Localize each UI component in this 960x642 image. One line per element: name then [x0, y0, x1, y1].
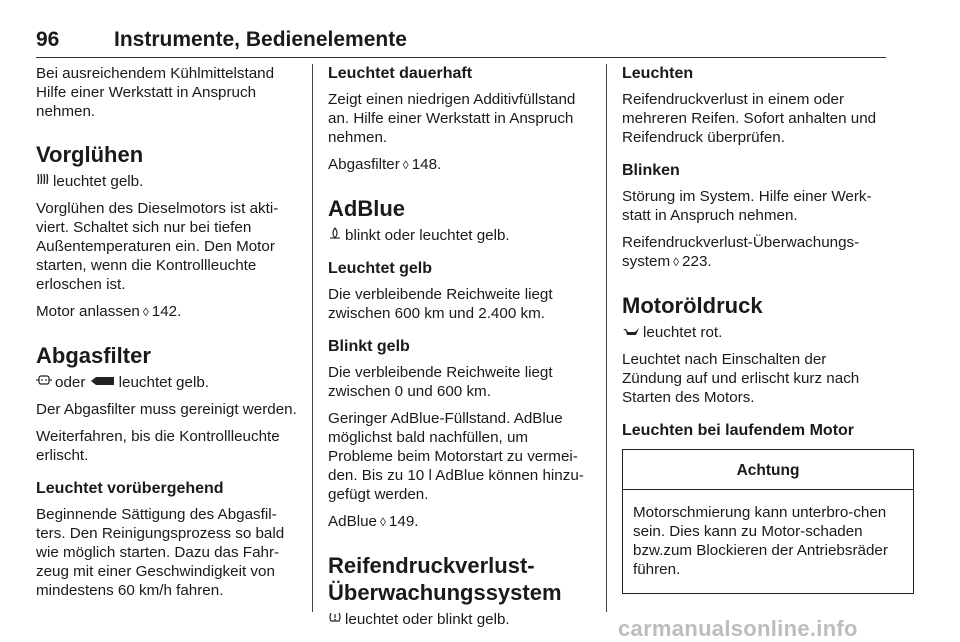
- reference-arrow-icon: ◊: [673, 255, 680, 269]
- ref-page: 223.: [682, 253, 712, 270]
- section-heading: AdBlue: [328, 196, 405, 221]
- cross-reference: [328, 155, 594, 175]
- caution-text: Motorschmierung kann unterbro-chen sein. Dies kann zu Motor-schaden bzw.zum Blockieren der Antriebsräder führen.: [633, 504, 888, 578]
- ref-page: 148.: [411, 156, 442, 173]
- page-number: 96: [36, 28, 60, 51]
- header-divider: [36, 57, 886, 58]
- section-heading: Vorglühen: [36, 142, 144, 167]
- column-divider: [312, 64, 313, 612]
- ref-page: 149.: [388, 513, 419, 530]
- sub-heading: Blinkt gelb: [328, 338, 410, 355]
- ref-text: Reifendruckverlust-Überwachungs-system: [622, 234, 860, 270]
- column-2: [328, 64, 594, 637]
- caution-box: [622, 449, 914, 594]
- icon-line: [328, 226, 594, 245]
- particle-filter-icon: [36, 373, 52, 392]
- reference-arrow-icon: ◊: [142, 305, 149, 319]
- body-text: Zeigt einen niedrigen Additivfüllstand an. Hilfe einer Werkstatt in Anspruch nehmen.: [328, 91, 576, 146]
- ref-page: 142.: [151, 303, 182, 320]
- body-text: Leuchtet nach Einschalten der Zündung auf und erlischt kurz nach Starten des Motors.: [622, 351, 860, 406]
- glow-plug-icon: [36, 172, 50, 191]
- tire-pressure-icon: [328, 610, 342, 629]
- body-text: Geringer AdBlue-Füllstand. AdBlue möglichst bald nachfüllen, um Probleme beim Motorstart zu vermei-den. Bis zu 10 l AdBlue können hinzu-gefügt werden.: [328, 410, 584, 503]
- icon-line: [36, 373, 298, 392]
- cross-reference: [622, 233, 890, 272]
- section-heading: Motoröldruck: [622, 293, 763, 318]
- ref-text: Abgasfilter: [328, 156, 400, 173]
- body-text: Vorglühen des Dieselmotors ist akti-viert. Schaltet sich nur bei tiefen Außentemperaturen ein. Den Motor starten, wenn die Kontrollleuchte erloschen ist.: [36, 200, 279, 293]
- body-text: Weiterfahren, bis die Kontrollleuchte erlischt.: [36, 428, 280, 464]
- cross-reference: [36, 302, 298, 322]
- icon-line-text: blinkt oder leuchtet gelb.: [345, 227, 510, 244]
- chapter-title: Instrumente, Bedienelemente: [114, 28, 407, 51]
- column-3: [622, 64, 890, 594]
- oil-can-icon: [622, 323, 640, 342]
- ref-text: AdBlue: [328, 513, 377, 530]
- page-header: [36, 28, 886, 58]
- sub-heading: Leuchtet gelb: [328, 260, 433, 277]
- ref-text: Motor anlassen: [36, 303, 140, 320]
- icon-line: [622, 323, 890, 342]
- reference-arrow-icon: ◊: [379, 515, 386, 529]
- body-text: Beginnende Sättigung des Abgasfil-ters. Den Reinigungsprozess so bald wie möglich starten. Dazu das Fahr-zeug mit einer Geschwindigkeit von mindestens 60 km/h fahren.: [36, 506, 285, 599]
- sub-heading: Leuchten bei laufendem Motor: [622, 422, 855, 439]
- sub-heading: Leuchtet vorübergehend: [36, 480, 224, 497]
- icon-line-text: leuchtet oder blinkt gelb.: [345, 611, 510, 628]
- body-text: Störung im System. Hilfe einer Werk-statt in Anspruch nehmen.: [622, 188, 872, 224]
- watermark: carmanualsonline.info: [618, 616, 858, 641]
- intro-text: Bei ausreichendem Kühlmittelstand Hilfe einer Werkstatt in Anspruch nehmen.: [36, 65, 275, 120]
- sub-heading: Leuchten: [622, 65, 694, 82]
- icon-line-text: leuchtet gelb.: [53, 173, 144, 190]
- body-text: Die verbleibende Reichweite liegt zwischen 600 km und 2.400 km.: [328, 286, 553, 322]
- caution-title: Achtung: [623, 450, 913, 490]
- body-text: Die verbleibende Reichweite liegt zwischen 0 und 600 km.: [328, 364, 553, 400]
- cross-reference: [328, 512, 594, 532]
- exhaust-icon: [90, 373, 116, 392]
- sub-heading: Leuchtet dauerhaft: [328, 65, 473, 82]
- section-heading: Reifendruckverlust-Überwachungssystem: [328, 553, 562, 605]
- icon-line-text: oder: [55, 374, 86, 391]
- body-text: Reifendruckverlust in einem oder mehreren Reifen. Sofort anhalten und Reifendruck überprüfen.: [622, 91, 877, 146]
- column-divider: [606, 64, 607, 612]
- body-text: Der Abgasfilter muss gereinigt werden.: [36, 401, 297, 418]
- icon-line-text: leuchtet rot.: [643, 324, 723, 341]
- column-1: [36, 64, 298, 608]
- reference-arrow-icon: ◊: [402, 158, 409, 172]
- adblue-icon: [328, 226, 342, 245]
- icon-line: [36, 172, 298, 191]
- icon-line-text: leuchtet gelb.: [118, 374, 209, 391]
- sub-heading: Blinken: [622, 162, 680, 179]
- section-heading: Abgasfilter: [36, 343, 151, 368]
- icon-line: [328, 610, 594, 629]
